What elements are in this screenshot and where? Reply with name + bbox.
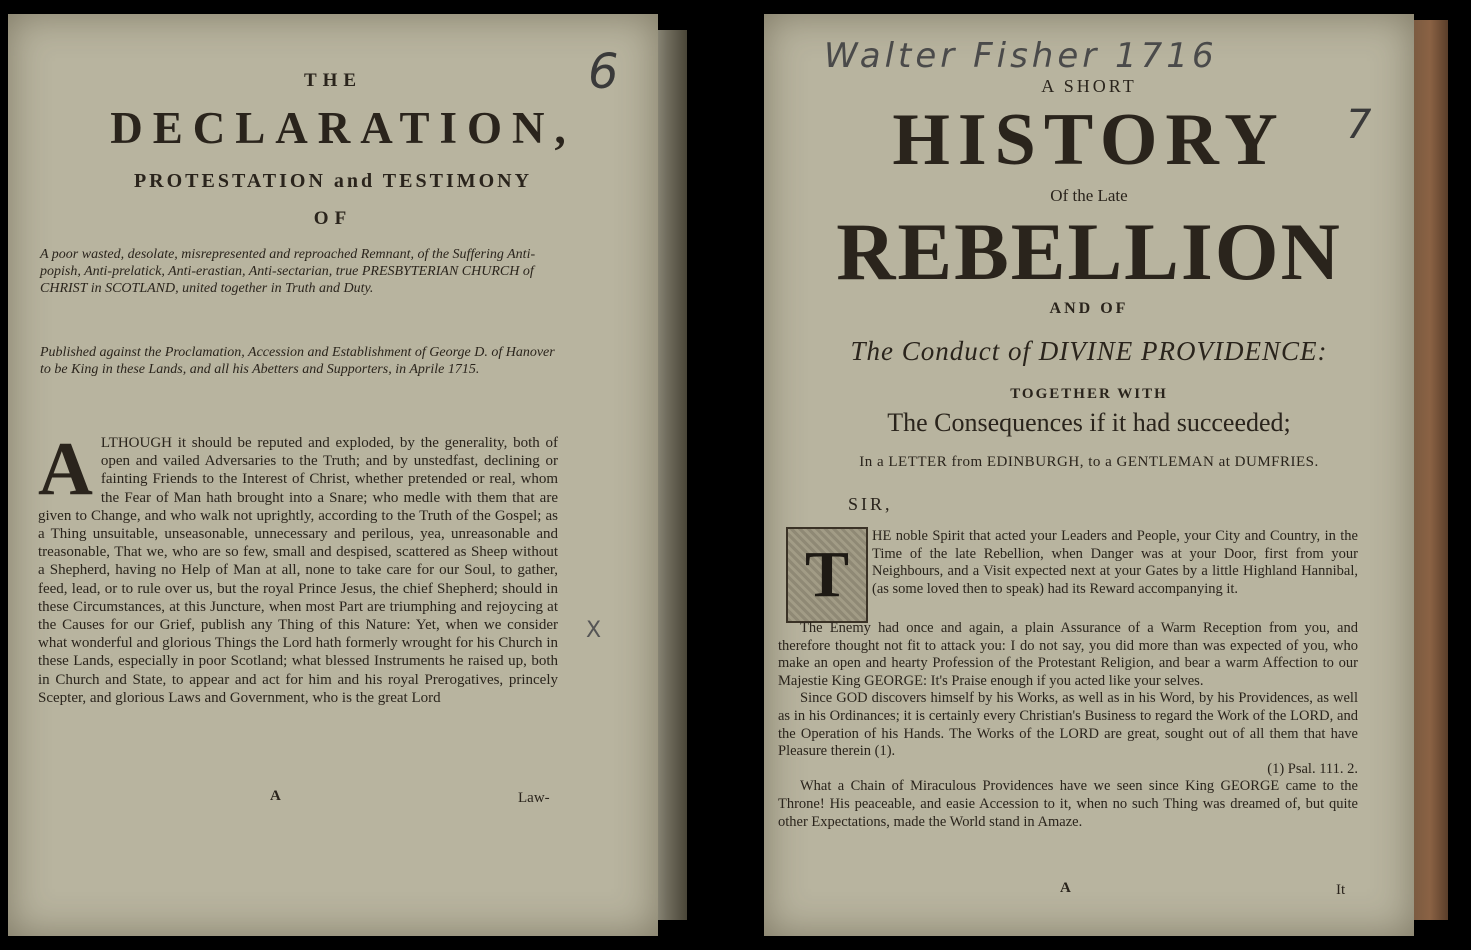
remnant-description: A poor wasted, desolate, misrepresented and reproached Remnant, of the Suffering Anti-popish, Anti-prelatick, Anti-erastian, Anti-sectarian, true PRESBYTERIAN CHURCH of CHRIST in SCOTLAND, united together in Truth and Duty. (40, 247, 536, 296)
title-rebellion: REBELLION (836, 206, 1342, 297)
title-conduct: The Conduct of DIVINE PROVIDENCE: (850, 336, 1328, 366)
catchword: It (1336, 882, 1346, 898)
left-page (8, 14, 658, 936)
right-page-edge (1412, 20, 1448, 920)
title-and-of: AND OF (1049, 300, 1129, 317)
ornamental-drop-cap: T (786, 527, 868, 623)
title-the: THE (303, 70, 363, 91)
handwritten-owner-inscription: Walter Fisher 1716 (824, 36, 1218, 76)
body-text: LTHOUGH it should be reputed and exploded, by the generality, both of open and vailed Adversaries to the Truth; and by unstedfast, declining or fainting Friends to the Interest of Christ, whether pretended or real, whom the Fear of Man hath brought into a Snare; who medle with them that are given to Change, and who walk not uprightly, according to the Truth of the Gospel; as a Thing unsuitable, unseasonable, unnecessary and perilous, yea, unreasonable and treasonable, That we, who are so few, small and despised, scattered as Sheep without a Shepherd, having no Help of Man at all, none to take care for our Soul, to gather, feed, lead, or to rule over us, but the royal Prince Jesus, the chief Shepherd; should in these Circumstances, at this Juncture, when most Part are triumphing and rejoycing at the Causes for our Grief, publish any Thing of this Nature: Yet, when we consider what wonderful and glorious Things the Lord hath formerly wrought for his Church in these Lands, especially in poor Scotland; what blessed Instruments he raised up, both in Church and State, to appear and act for him and his royal Prerogatives, princely Scepter, and glorious Laws and Government, who is the great Lord (38, 435, 558, 706)
left-page-edge (655, 30, 687, 920)
subtitle-protestation: PROTESTATION and TESTIMONY (133, 170, 533, 192)
signature-mark: A (270, 788, 281, 804)
published-statement: Published against the Proclamation, Accession and Establishment of George D. of Hanover to be King in these Lands, and all his Abetters and Supporters, in Aprile 1715. (40, 345, 555, 377)
handwritten-page-number: 7 (1346, 102, 1372, 148)
title-of: OF (313, 208, 353, 229)
handwritten-page-number: 6 (588, 44, 619, 100)
title-declaration: DECLARATION, (110, 103, 576, 153)
letter-line: In a LETTER from EDINBURGH, to a GENTLEMAN at DUMFRIES. (859, 454, 1319, 470)
footnote: (1) Psal. 111. 2. (1267, 760, 1358, 777)
catchword: Law- (518, 790, 550, 806)
title-consequences: The Consequences if it had succeeded; (887, 408, 1291, 437)
paragraph: What a Chain of Miraculous Providences have we seen since King GEORGE came to the Throne! His peaceable, and easie Accession to it, when no such Thing was dreamed of, but quite other Expectations, made the World stand in Amaze. (778, 778, 1358, 830)
title-a-short: A SHORT (1041, 76, 1137, 96)
letter-body-opening: HE noble Spirit that acted your Leaders and People, your City and Country, in the Time of the late Rebellion, when Danger was at your Door, first from your Neighbours, and a Visit expected next at your Gates by a little Highland Hannibal, (as some loved then to speak) had its Reward accompanying it. (872, 528, 1358, 597)
letter-body-continued (778, 620, 1358, 831)
right-page (764, 14, 1414, 936)
paragraph: Since GOD discovers himself by his Works, as well as in his Word, by his Providences, as well as in his Ordinances; it is certainly every Christian's Business to regard the Work of the LORD, and the Operation of his Hands. The Works of the LORD are great, sought out of all them that have Pleasure therein (1). (778, 690, 1358, 760)
title-together-with: TOGETHER WITH (1010, 386, 1168, 402)
drop-cap: A (38, 427, 93, 511)
paragraph: The Enemy had once and again, a plain Assurance of a Warm Reception from you, and therefore thought not fit to attack you: I do not say, you did more than was expected of you, who make an open and hearty Profession of the Protestant Religion, and bear a warm Affection to our Majestie King GEORGE: It's Praise enough if you acted like your selves. (778, 620, 1358, 689)
pencil-margin-mark: X (586, 618, 602, 643)
signature-mark: A (1060, 880, 1071, 896)
title-of-the-late: Of the Late (1050, 186, 1128, 205)
title-history: HISTORY (892, 99, 1286, 181)
declaration-body (38, 427, 558, 707)
salutation: SIR, (848, 494, 893, 514)
